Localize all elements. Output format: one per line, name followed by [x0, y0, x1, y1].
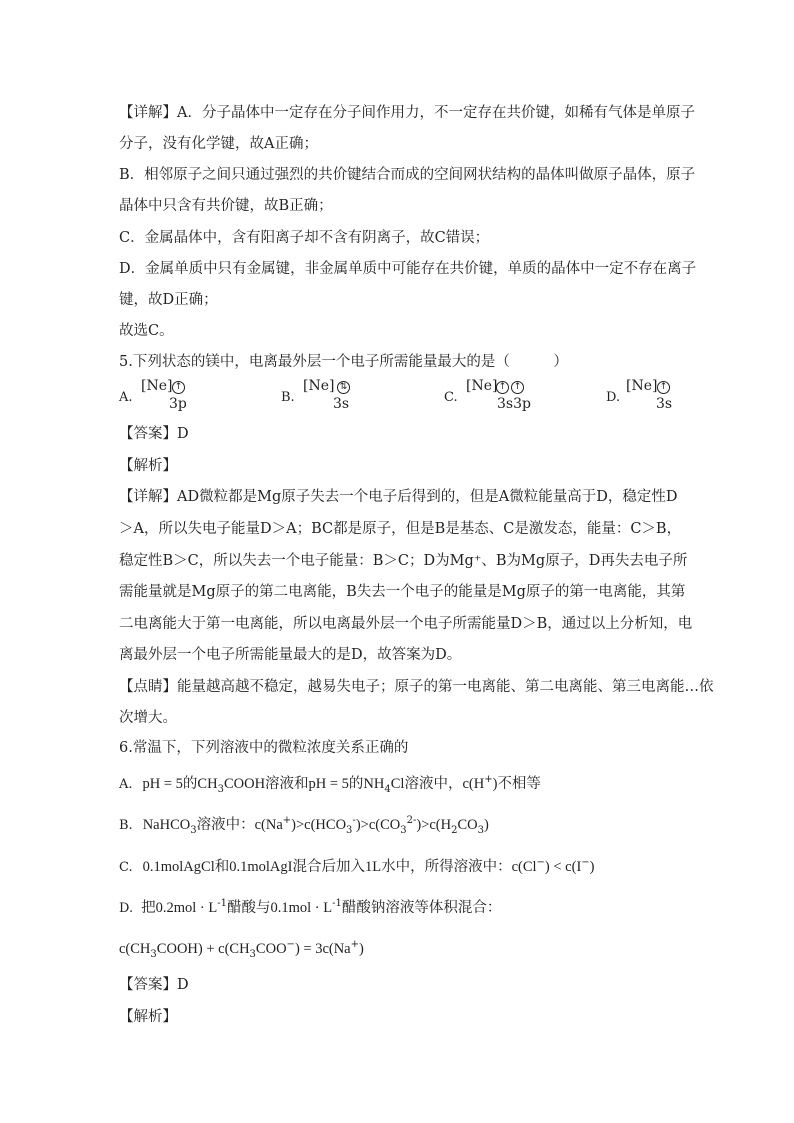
text-line: 【点睛】能量越高越不稳定，越易失电子；原子的第一电离能、第二电离能、第三电离能…依 — [119, 679, 714, 695]
text-line: 稳定性B＞C，所以失去一个电子能量：B＞C；D为Mg⁺、B为Mg原子，D再失去电子所 — [119, 553, 688, 569]
option-text: CO — [457, 817, 478, 833]
core-notation: [Ne] — [626, 378, 658, 394]
text-line: 晶体中只含有共价键，故B正确； — [119, 198, 333, 214]
analysis-label: 【解析】 — [119, 1009, 177, 1025]
subscript: 3 — [249, 948, 256, 960]
subscript: 3 — [217, 783, 224, 795]
option-letter: C. — [119, 860, 133, 875]
subscript: 3 — [477, 824, 485, 836]
subscript: 3 — [190, 824, 197, 836]
option-text: )>c(HCO — [291, 817, 347, 833]
superscript: − — [536, 857, 545, 869]
orbital-label: 3s3p — [497, 396, 531, 412]
option-c — [444, 378, 584, 418]
option-text: ) < c(I — [544, 859, 582, 875]
orbital-circle-icon: ↑ — [496, 381, 509, 394]
option-text: )>c(CO — [355, 817, 401, 833]
text-line: D．金属单质中只有金属键，非金属单质中可能存在共价键，单质的晶体中一定不存在离子 — [119, 261, 697, 277]
orbital-circle-icon: ↑ — [172, 381, 185, 394]
equation-text: COO — [255, 941, 287, 957]
orbital-circle-icon: ↑ — [657, 381, 670, 394]
question-6-option-b — [119, 815, 489, 836]
question-5-options — [119, 378, 679, 418]
subscript: 3 — [346, 824, 353, 836]
text-line: 二电离能大于第一电离能，所以电离最外层一个电子所需能量D＞B，通过以上分析知，电 — [119, 616, 693, 632]
question-6-option-d — [119, 898, 501, 919]
option-a — [119, 378, 259, 418]
text-line: 需能量就是Mg原子的第二电离能，B失去一个电子的能量是Mg原子的第一电离能，其第 — [119, 584, 686, 600]
answer-label: 【答案】D — [119, 977, 189, 993]
subscript: 3 — [150, 948, 157, 960]
option-text: ) — [589, 859, 595, 875]
superscript: -1 — [217, 898, 227, 910]
subscript: 3 — [400, 824, 407, 836]
question-6-option-a — [119, 774, 541, 795]
text-line: 【详解】A．分子晶体中一定存在分子间作用力，不一定存在共价键，如稀有气体是单原子 — [119, 105, 695, 121]
text-line: 故选C。 — [119, 323, 174, 339]
text-line: 【详解】AD微粒都是Mg原子失去一个电子后得到的，但是A微粒能量高于D，稳定性D — [119, 489, 678, 505]
option-b — [281, 378, 421, 418]
option-text: ) — [484, 817, 489, 833]
superscript: + — [484, 774, 493, 786]
option-letter: A. — [119, 390, 133, 405]
text-line: B．相邻原子之间只通过强烈的共价键结合而成的空间网状结构的晶体叫做原子晶体，原子 — [119, 167, 696, 183]
orbital-label: 3s — [656, 396, 673, 412]
orbital-circle-icon: ↑ — [511, 381, 524, 394]
option-d — [606, 378, 696, 418]
option-letter: D. — [606, 390, 621, 405]
superscript: - — [352, 815, 356, 827]
option-letter: B. — [119, 818, 133, 833]
orbital-label: 3s — [333, 396, 350, 412]
equation-text: COOH) + c(CH — [156, 941, 250, 957]
answer-label: 【答案】D — [119, 426, 189, 442]
superscript: 2- — [406, 815, 417, 827]
equation-text: ) = 3c(Na — [294, 941, 351, 957]
text-line: 分子，没有化学键，故A正确； — [119, 136, 318, 152]
option-letter: B. — [281, 390, 295, 405]
core-notation: [Ne] — [303, 378, 335, 394]
superscript: -1 — [332, 898, 342, 910]
question-6-equation — [119, 939, 364, 959]
superscript: + — [350, 939, 360, 951]
superscript: + — [282, 815, 292, 827]
question-5: 5.下列状态的镁中，电离最外层一个电子所需能量最大的是（ ） — [119, 354, 568, 370]
text-line: C．金属晶体中，含有阳离子却不含有阴离子，故C错误； — [119, 230, 490, 246]
option-text: )>c(H — [416, 817, 452, 833]
superscript: − — [286, 939, 295, 951]
text-line: 键，故D正确； — [119, 292, 218, 308]
analysis-label: 【解析】 — [119, 458, 177, 474]
text-line: 离最外层一个电子所需能量最大的是D，故答案为D。 — [119, 647, 462, 663]
text-line: 次增大。 — [119, 710, 177, 726]
subscript: 4 — [384, 783, 391, 795]
option-text: 醋酸钠溶液等体积混合： — [341, 900, 502, 916]
equation-text: c(CH — [119, 941, 151, 957]
option-text: NaHCO — [142, 817, 191, 833]
option-text: )不相等 — [492, 776, 541, 792]
core-notation: [Ne] — [141, 378, 173, 394]
orbital-circle-icon: ⇅ — [337, 381, 350, 394]
option-text: pH = 5的CH — [142, 776, 218, 792]
option-text: 醋酸与0.1mol · L — [226, 900, 333, 916]
orbital-label: 3p — [169, 396, 187, 412]
option-text: Cl溶液中，c(H — [390, 776, 485, 792]
superscript: − — [581, 857, 590, 869]
subscript: 2 — [451, 824, 458, 836]
question-6: 6.常温下，下列溶液中的微粒浓度关系正确的 — [119, 740, 409, 756]
option-text: COOH溶液和pH = 5的NH — [223, 776, 385, 792]
question-6-option-c — [119, 857, 595, 878]
option-letter: D. — [119, 901, 134, 916]
core-notation: [Ne] — [466, 378, 498, 394]
text-line: ＞A，所以失电子能量D＞A；BC都是原子，但是B是基态、C是激发态，能量：C＞B， — [119, 521, 682, 537]
option-letter: C. — [444, 390, 458, 405]
option-text: 0.1molAgCl和0.1molAgI混合后加入1L水中，所得溶液中：c(Cl — [142, 859, 537, 875]
equation-text: ) — [359, 941, 364, 957]
option-letter: A. — [119, 777, 133, 792]
option-text: 把0.2mol · L — [141, 900, 218, 916]
option-text: 溶液中：c(Na — [196, 817, 283, 833]
